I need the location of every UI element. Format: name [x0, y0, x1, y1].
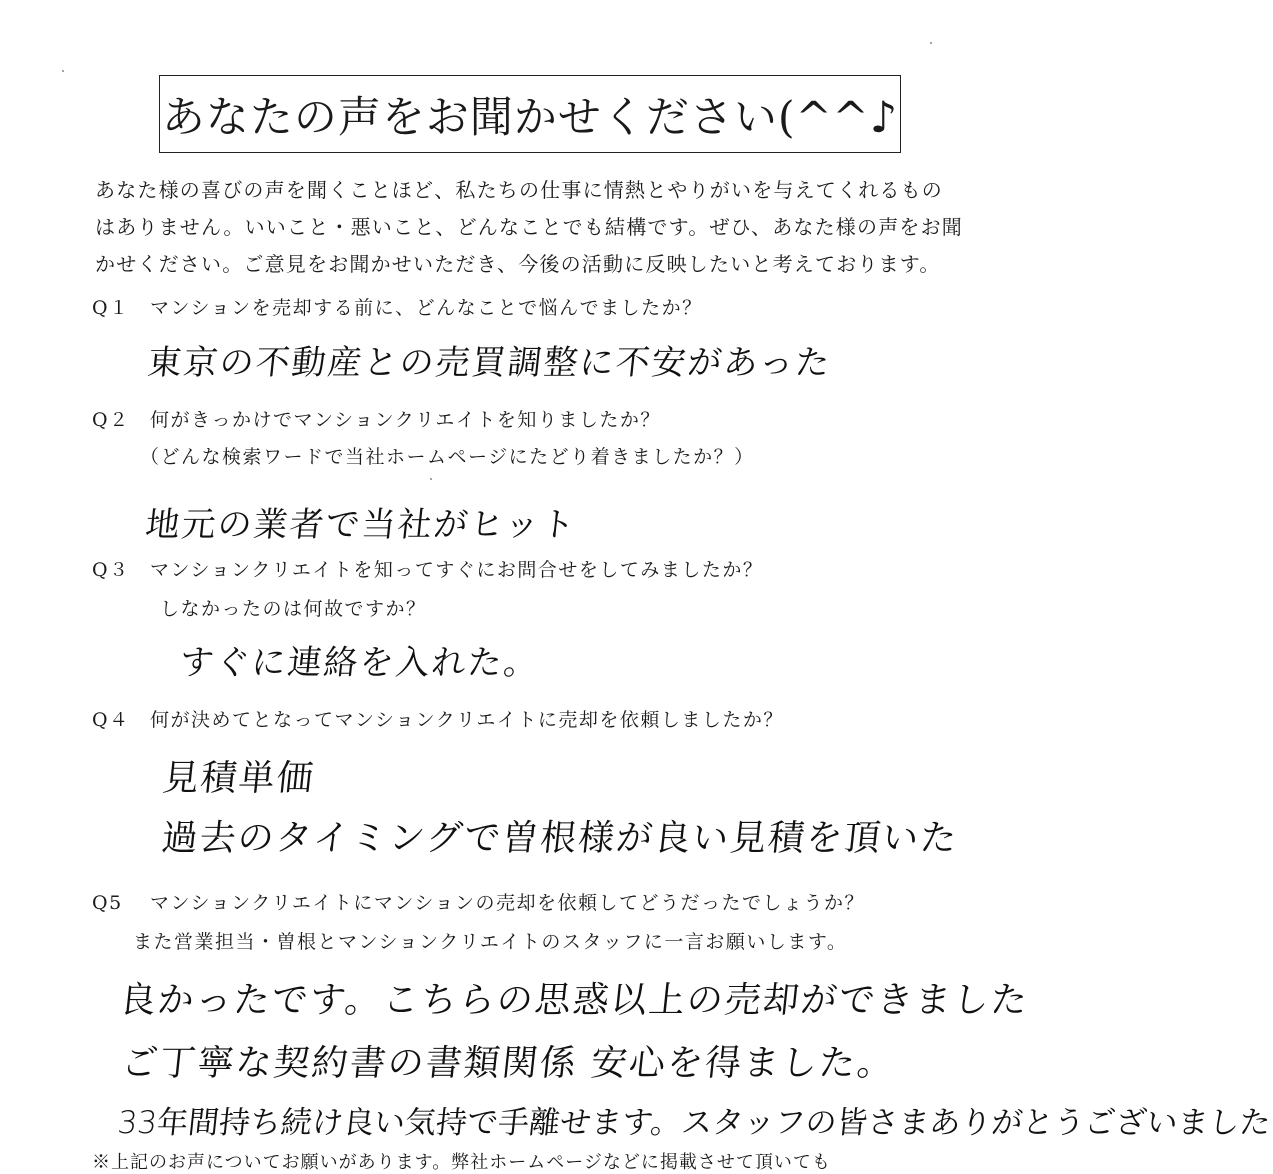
intro-line: はありません。いいこと・悪いこと、どんなことでも結構です。ぜひ、あなた様の声をお聞	[95, 215, 963, 239]
page-title	[159, 75, 901, 153]
answer-5-line-1: 良かったです。こちらの思惑以上の売却ができました	[117, 980, 1031, 1021]
question-text: マンションクリエイトを知ってすぐにお問合せをしてみましたか？	[150, 559, 764, 581]
answer-4-line-1: 見積単価	[160, 758, 317, 799]
question-number: Q２	[92, 409, 130, 431]
answer-4-line-2: 過去のタイミングで曽根様が良い見積を頂いた	[159, 818, 961, 859]
question-2-sub: （どんな検索ワードで当社ホームページにたどり着きましたか？）	[140, 446, 755, 468]
question-4	[92, 705, 784, 732]
question-3	[92, 555, 763, 582]
scan-speck	[62, 70, 64, 72]
question-number: Q5	[92, 892, 123, 914]
answer-5-line-3: 33年間持ち続け良い気持で手離せます。スタッフの皆さまありがとうございました	[115, 1105, 1273, 1141]
scan-speck	[930, 42, 932, 44]
question-5-sub: また営業担当・曽根とマンションクリエイトのスタッフに一言お願いします。	[133, 931, 848, 953]
question-text: マンションを売却する前に、どんなことで悩んでましたか？	[150, 297, 703, 319]
question-text: 何がきっかけでマンションクリエイトを知りましたか？	[150, 409, 661, 431]
question-3-sub: しなかったのは何故ですか？	[160, 598, 427, 620]
question-5	[92, 888, 865, 915]
question-text: マンションクリエイトにマンションの売却を依頼してどうだったでしょうか？	[150, 892, 866, 914]
question-number: Q１	[92, 297, 130, 319]
intro-paragraph	[95, 172, 985, 283]
intro-line: あなた様の喜びの声を聞くことほど、私たちの仕事に情熱とやりがいを与えてくれるもの	[95, 178, 943, 202]
footnote: ※上記のお声についてお願いがあります。弊社ホームページなどに掲載させて頂いても	[92, 1152, 831, 1173]
question-1	[92, 293, 703, 320]
question-text: 何が決めてとなってマンションクリエイトに売却を依頼しましたか？	[150, 709, 784, 731]
question-number: Q３	[92, 559, 130, 581]
question-number: Q４	[92, 709, 130, 731]
answer-5-line-2: ご丁寧な契約書の書類関係 安心を得ました。	[119, 1043, 898, 1084]
answer-2-line-1: 地元の業者で当社がヒット	[143, 505, 579, 545]
page-title-text: あなたの声をお聞かせください(^^♪	[161, 92, 899, 143]
answer-3-line-1: すぐに連絡を入れた。	[177, 643, 542, 683]
intro-line: かせください。ご意見をお聞かせいただき、今後の活動に反映したいと考えております。	[95, 252, 941, 276]
question-2	[92, 405, 661, 432]
answer-1-line-1: 東京の不動産との売買調整に不安があった	[145, 343, 834, 383]
scan-speck	[430, 478, 432, 480]
